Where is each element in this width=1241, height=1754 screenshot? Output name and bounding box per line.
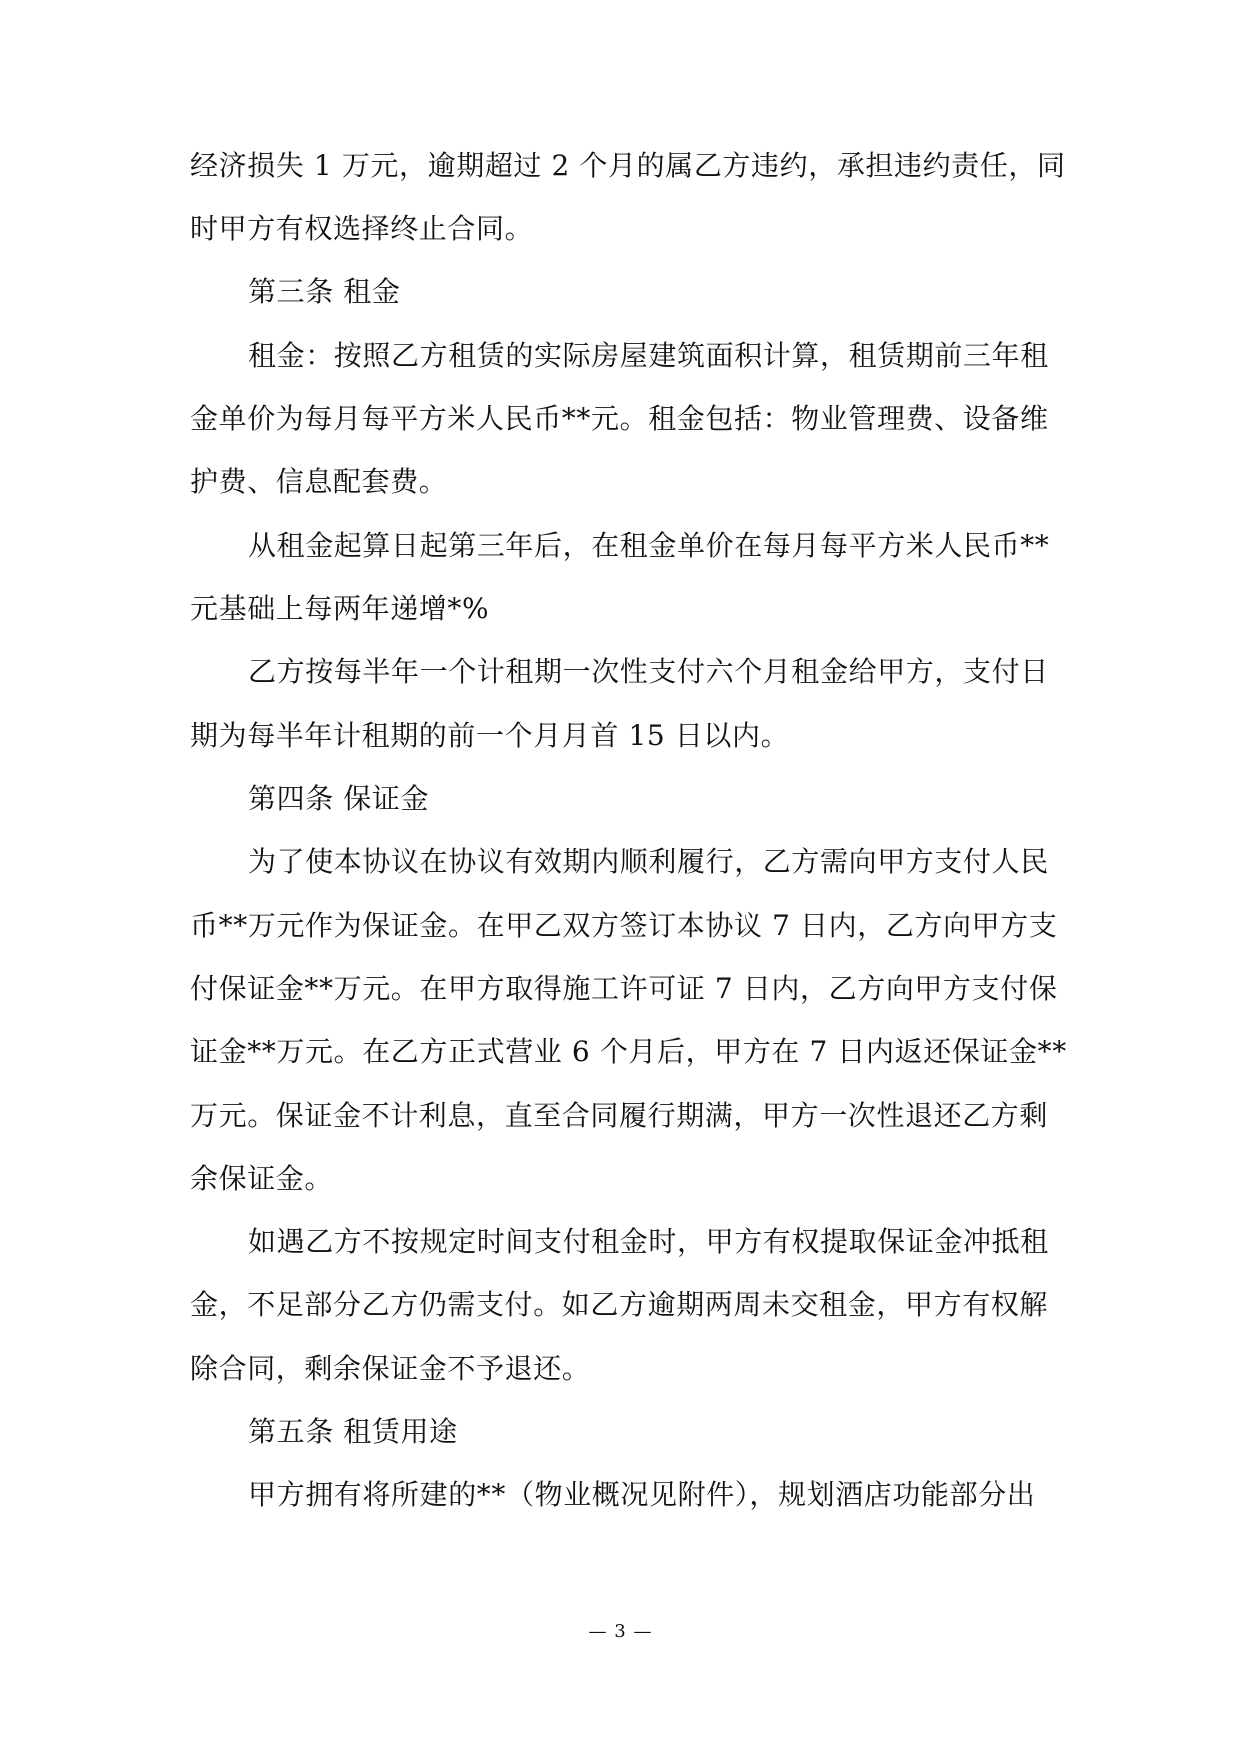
body-text-line: 租金：按照乙方租赁的实际房屋建筑面积计算，租赁期前三年租: [248, 339, 1049, 372]
body-text-line: 如遇乙方不按规定时间支付租金时，甲方有权提取保证金冲抵租: [248, 1225, 1049, 1258]
section-heading-deposit: 第四条 保证金: [248, 782, 430, 815]
body-text-line: 币**万元作为保证金。在甲乙双方签订本协议 7 日内，乙方向甲方支: [190, 909, 1058, 942]
section-heading-lease-use: 第五条 租赁用途: [248, 1415, 458, 1448]
body-text-line: 为了使本协议在协议有效期内顺利履行，乙方需向甲方支付人民: [248, 845, 1049, 878]
page-number: — 3 —: [588, 1621, 653, 1642]
body-text-line: 除合同，剩余保证金不予退还。: [190, 1352, 591, 1385]
body-text-line: 甲方拥有将所建的**（物业概况见附件），规划酒店功能部分出: [248, 1478, 1036, 1511]
body-text-line: 期为每半年计租期的前一个月月首 15 日以内。: [190, 719, 790, 752]
body-text-line: 金，不足部分乙方仍需支付。如乙方逾期两周未交租金，甲方有权解: [190, 1288, 1049, 1321]
body-text-line: 万元。保证金不计利息，直至合同履行期满，甲方一次性退还乙方剩: [190, 1099, 1049, 1132]
body-text-line: 从租金起算日起第三年后，在租金单价在每月每平方米人民币**: [248, 529, 1050, 562]
body-text-line: 时甲方有权选择终止合同。: [190, 212, 534, 245]
body-text-line: 余保证金。: [190, 1162, 334, 1195]
section-heading-rent: 第三条 租金: [248, 275, 401, 308]
body-text-line: 金单价为每月每平方米人民币**元。租金包括：物业管理费、设备维: [190, 402, 1049, 435]
body-text-line: 付保证金**万元。在甲方取得施工许可证 7 日内，乙方向甲方支付保: [190, 972, 1058, 1005]
body-text-line: 元基础上每两年递增*%: [190, 592, 490, 625]
body-text-line: 证金**万元。在乙方正式营业 6 个月后，甲方在 7 日内返还保证金**: [190, 1035, 1067, 1068]
body-text-line: 乙方按每半年一个计租期一次性支付六个月租金给甲方，支付日: [248, 655, 1049, 688]
body-text-line: 护费、信息配套费。: [190, 465, 448, 498]
body-text-line: 经济损失 1 万元，逾期超过 2 个月的属乙方违约，承担违约责任，同: [190, 149, 1066, 182]
